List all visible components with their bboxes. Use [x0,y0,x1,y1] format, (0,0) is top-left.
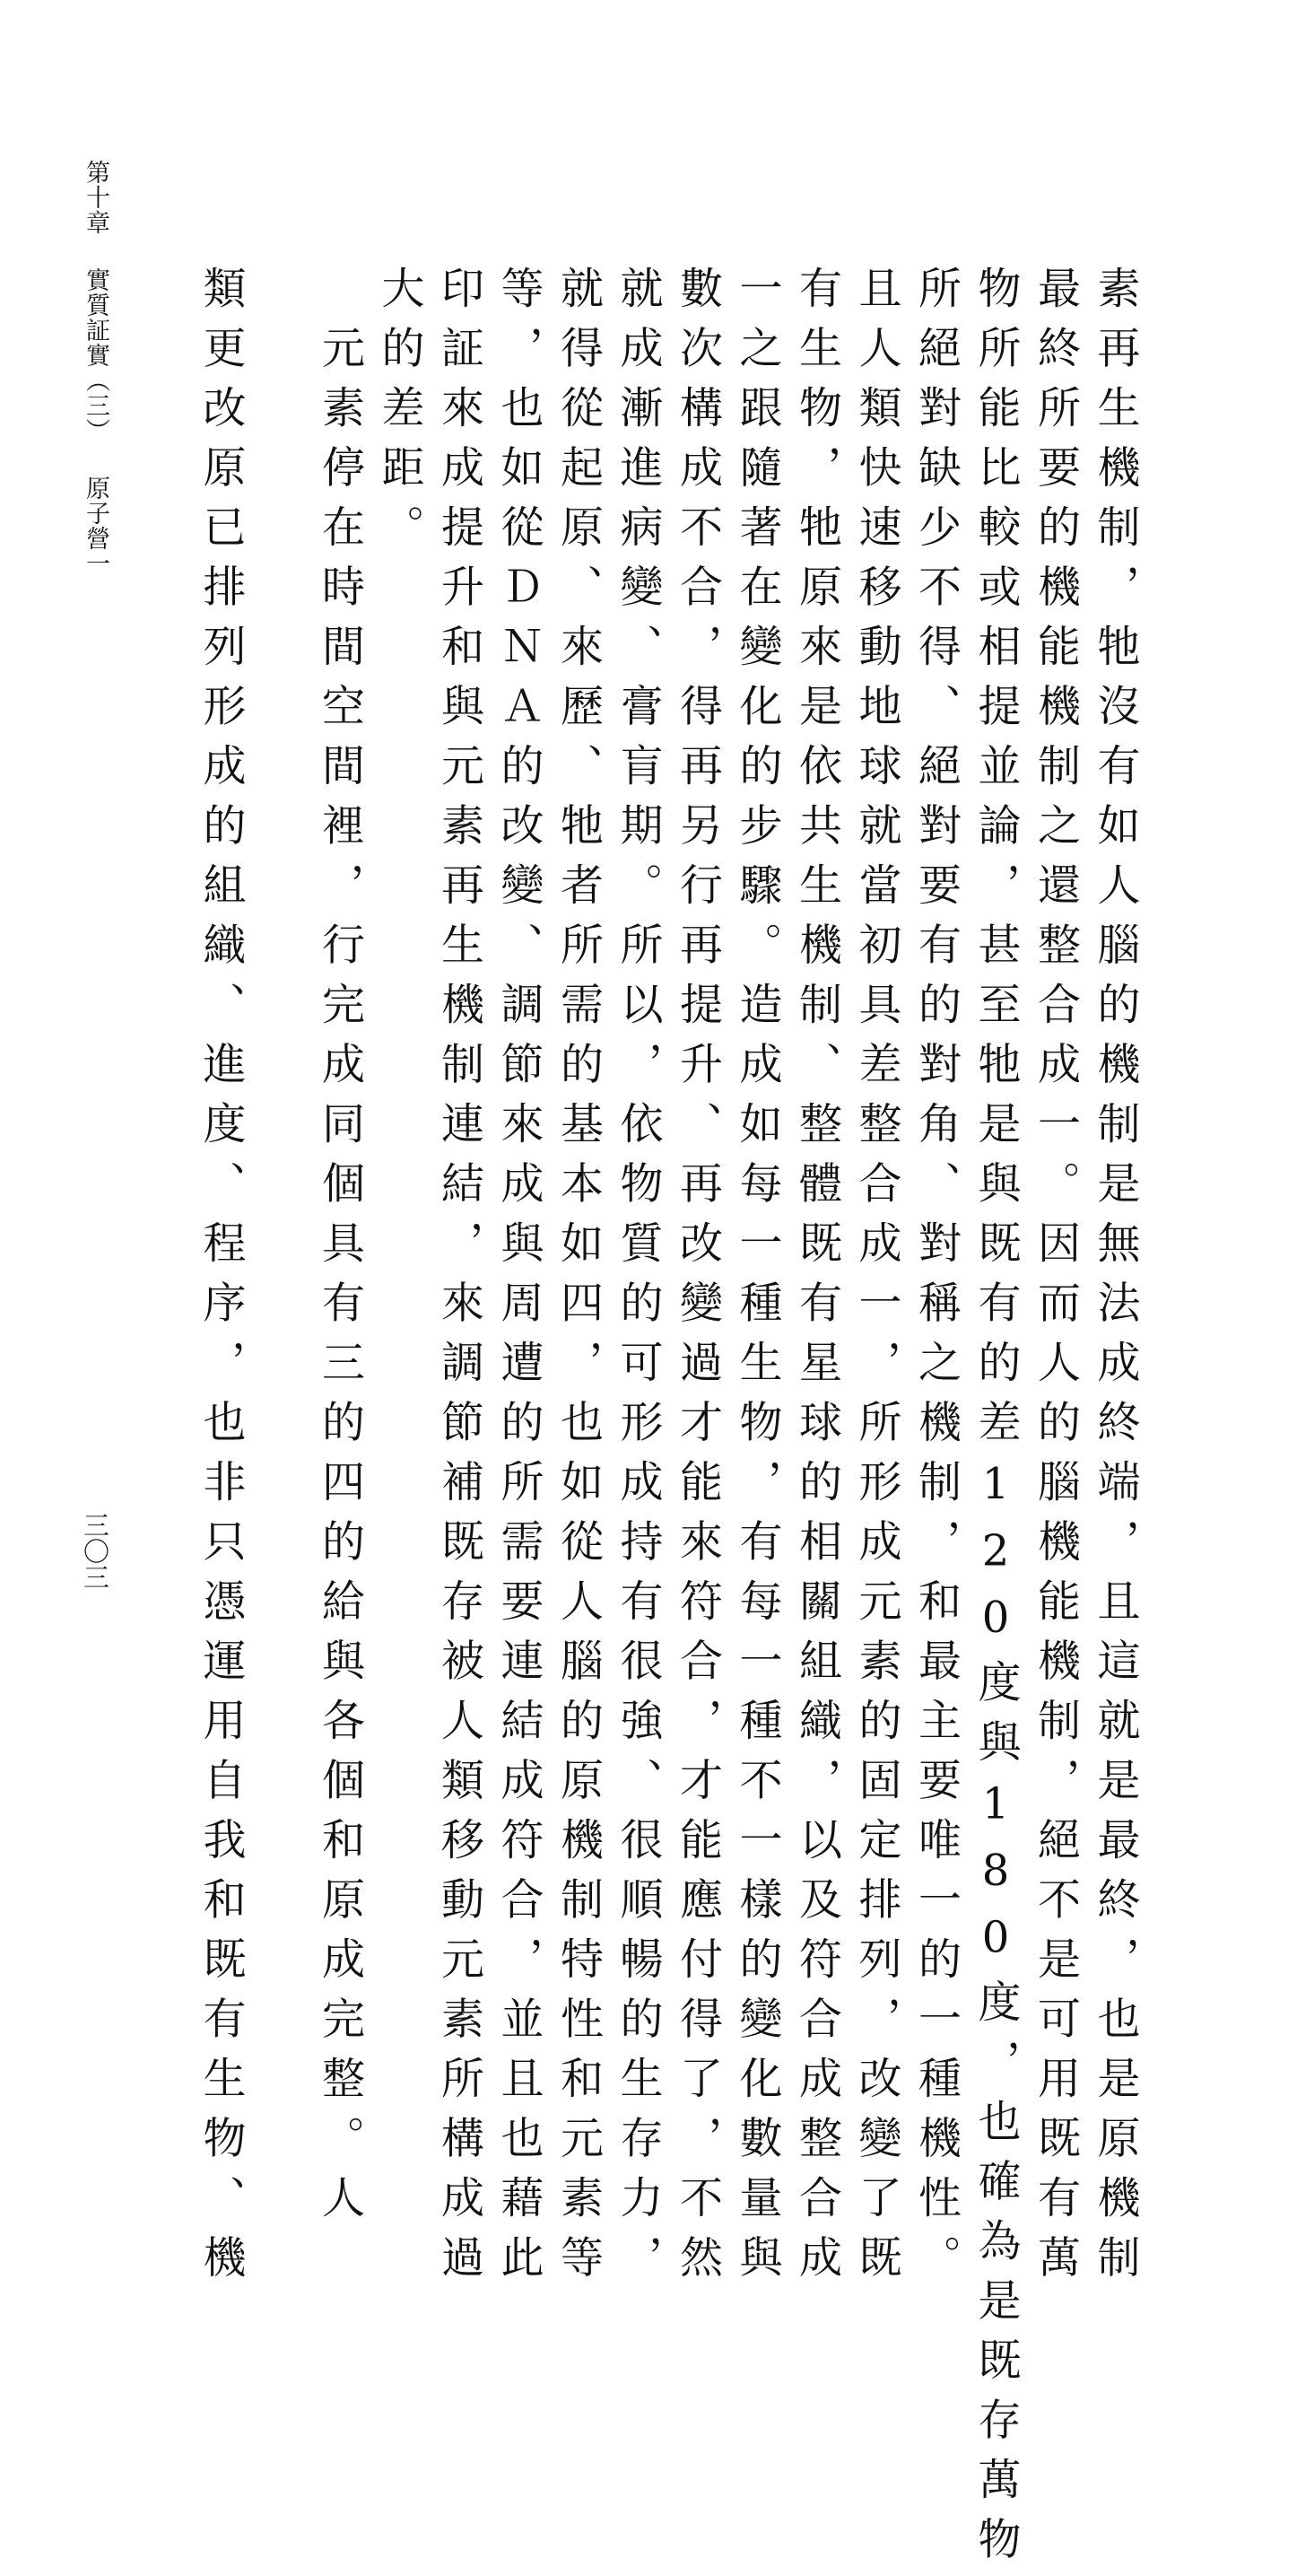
body-text [158,266,1145,2576]
text-line: 就得從起原、來歷、牠者所需的基本如四，也如從人腦的原機制特性和元素等 [553,266,604,2294]
text-line: 物所能比較或相提並論，甚至牠是與既有的差120度與180度，也確為是既存萬物 [971,266,1021,2576]
text-line: 元素停在時間空間裡，行完成同個具有三的四的給與各個和原成完整。人 [314,266,365,2235]
text-line: 數次構成不合，得再另行再提升、再改變過才能來符合，才能應付得了，不然 [672,266,723,2294]
text-line: 類更改原已排列形成的組織、進度、程序，也非只憑運用自我和既有生物、機 [196,266,246,2294]
page-number: 三〇三 [80,1512,110,1590]
text-line: 就成漸進病變、膏肓期。所以，依物質的可形成持有很強、很順暢的生存力， [613,266,663,2294]
text-line: 所絕對缺少不得、絕對要有的對角、對稱之機制，和最主要唯一的一種機性。 [910,266,962,2294]
author-name: 原子營一 [82,476,109,576]
text-line: 且人類快速移動地球就當初具差整合成一，所形成元素的固定排列，改變了既 [851,266,901,2294]
text-line: 最終所要的機能機制之還整合成一。因而人的腦機能機制，絕不是可用既有萬 [1030,266,1081,2294]
book-title: 實質証實（三） [82,267,109,443]
running-header [77,160,113,608]
text-line: 素再生機制，牠沒有如人腦的機制是無法成終端，且這就是最終，也是原機制 [1090,266,1140,2294]
text-line: 大的差距。 [374,266,424,564]
text-line: 等，也如從ＤＮＡ的改變、調節來成與周遭的所需要連結成符合，並且也藉此 [493,266,544,2294]
chapter-label: 第十章 [82,160,109,235]
text-line: 有生物，牠原來是依共生機制、整體既有星球的相關組織，以及符合成整合成 [791,266,842,2294]
text-line: 一之跟隨著在變化的步驟。造成如每一種生物，有每一種不一樣的變化數量與 [732,266,782,2294]
text-line: 印証來成提升和與元素再生機制連結，來調節補既存被人類移動元素所構成過 [433,266,484,2294]
